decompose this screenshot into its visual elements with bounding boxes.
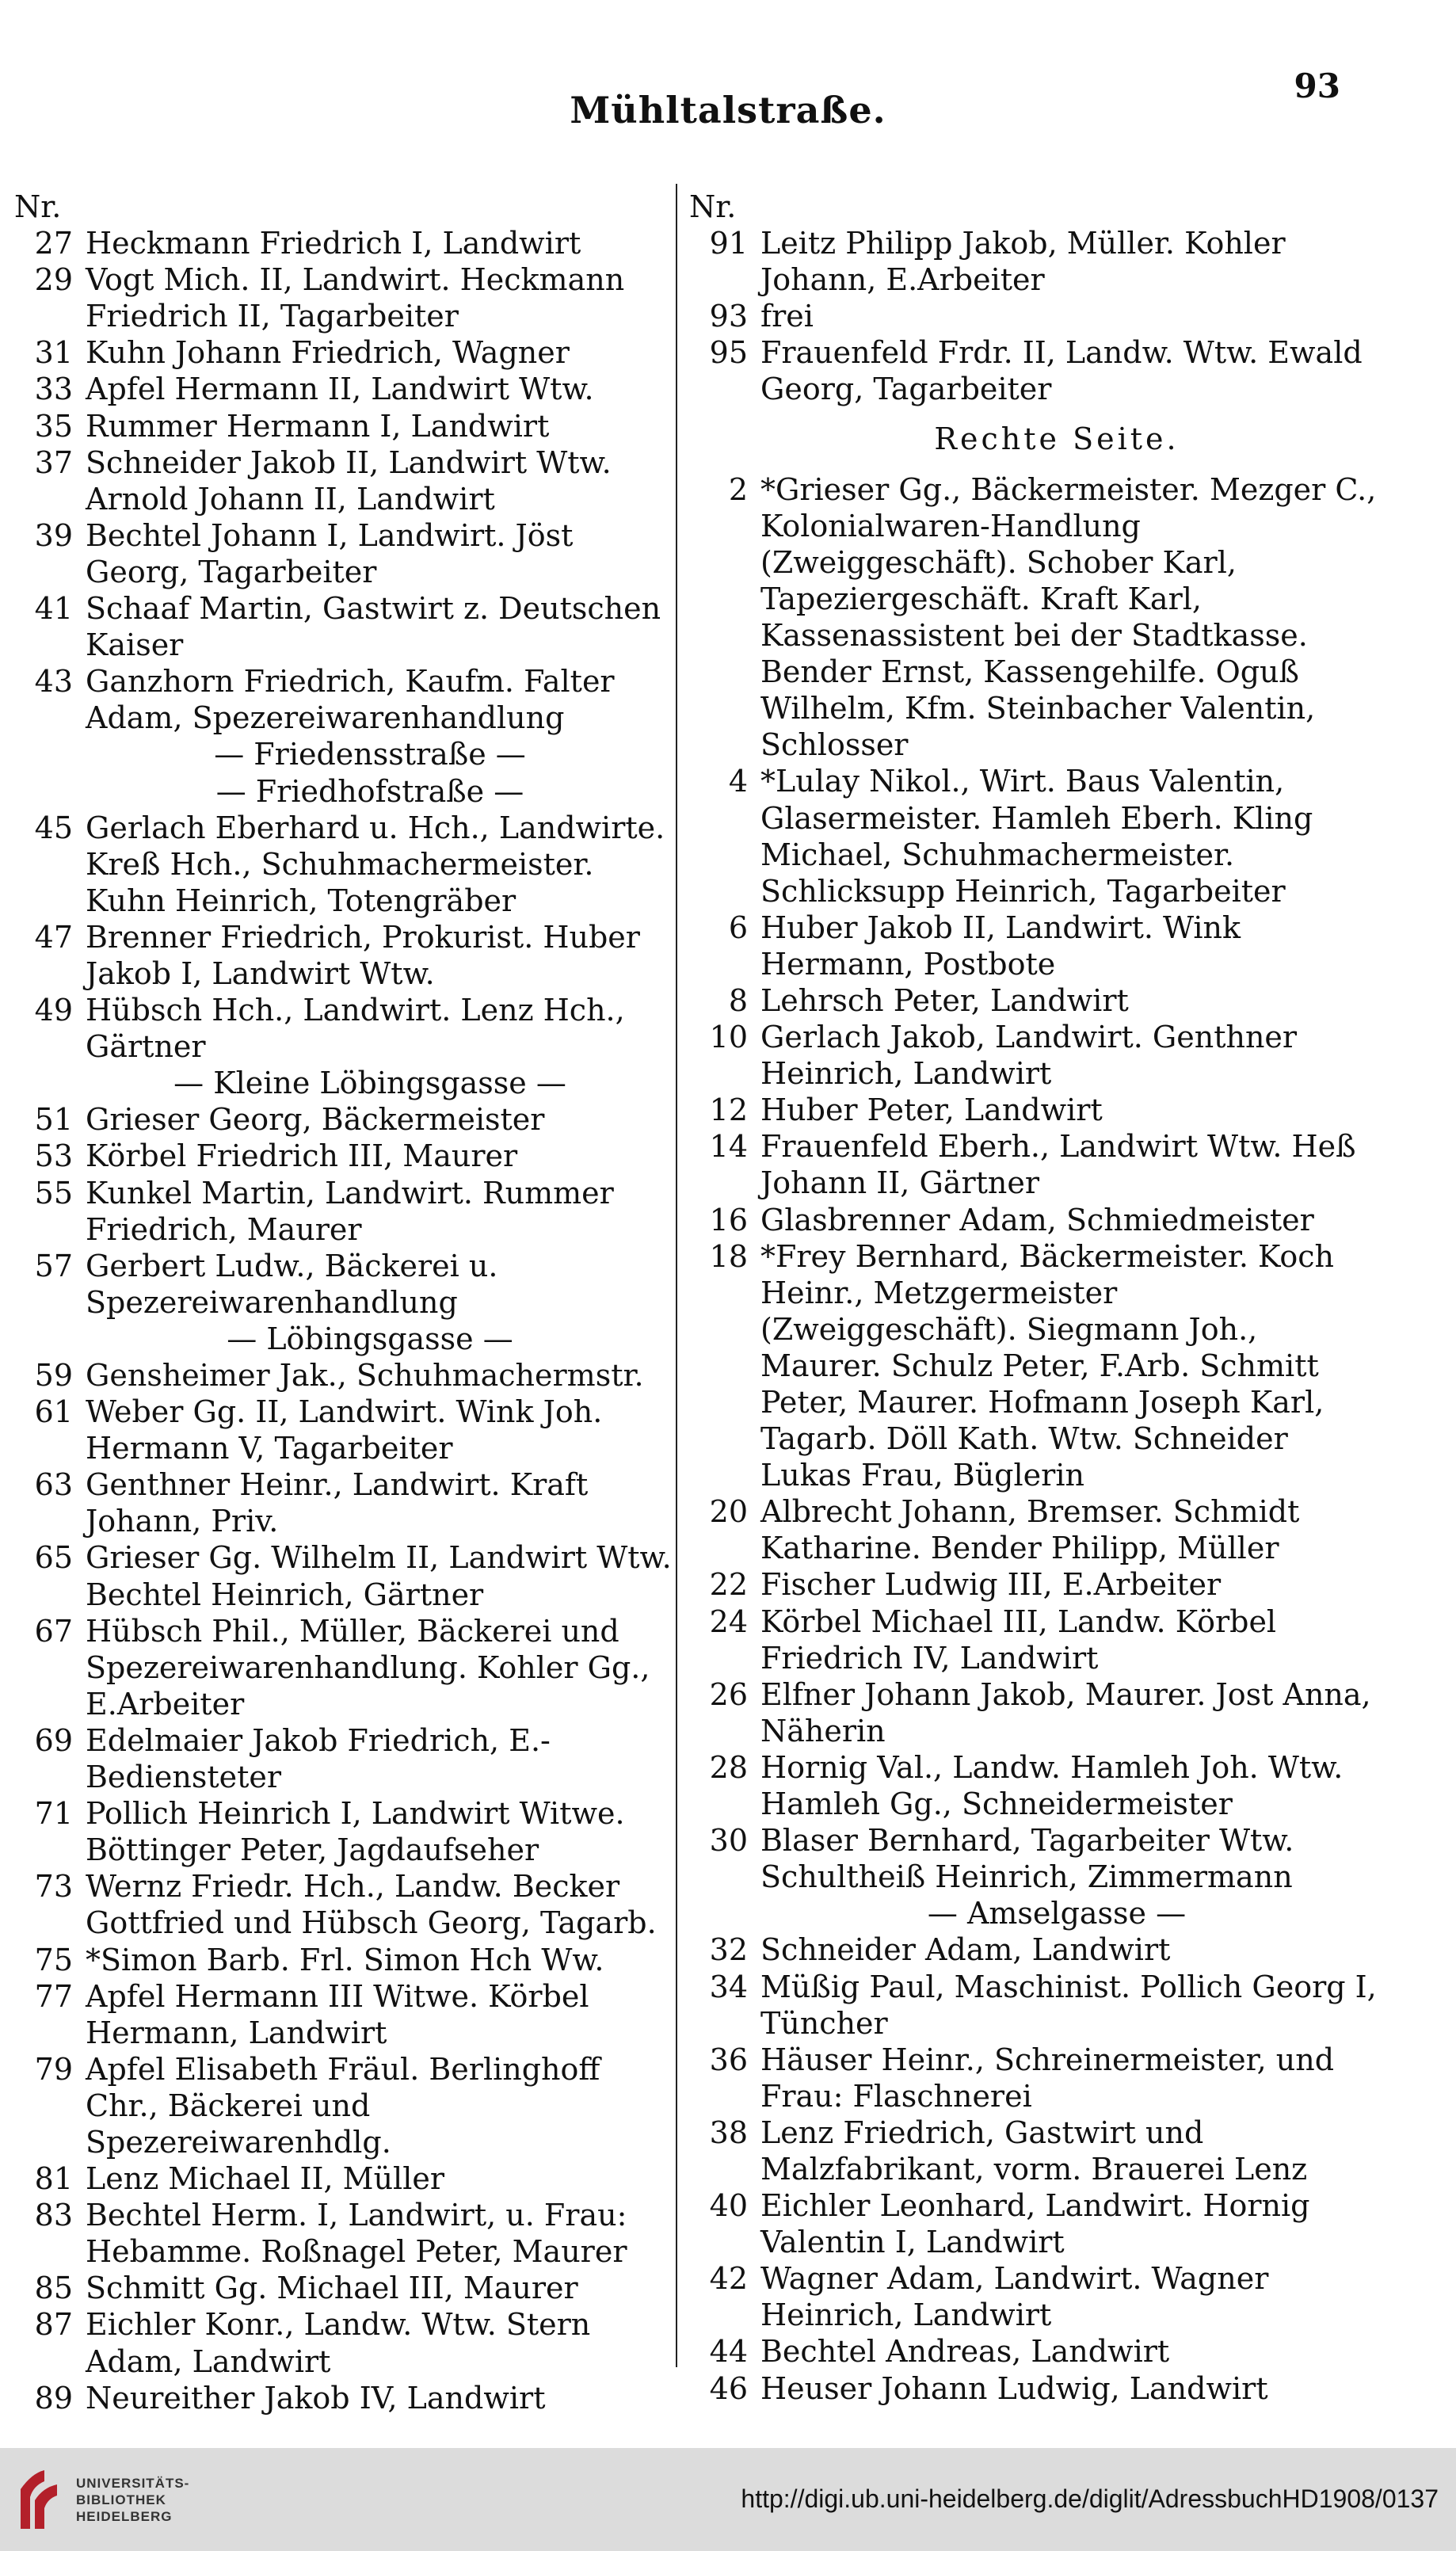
address-entry [11,408,681,444]
house-number: 32 [709,1932,748,1968]
address-entry [686,1238,1380,1494]
house-number: 87 [34,2307,73,2343]
house-number: 65 [34,1540,73,1576]
resident-list: Körbel Friedrich III, Maurer [86,1138,518,1174]
house-number: 41 [34,591,73,627]
resident-list: Apfel Hermann III Witwe. Körbel Hermann, Landwirt [86,1978,589,2050]
house-number: 59 [34,1358,73,1393]
street-section-heading: — Friedensstraße — [214,737,526,772]
address-entry [686,471,1380,764]
number-column-label: Nr. [689,189,737,224]
right-entry-list [686,471,1380,2407]
house-number: 28 [709,1749,748,1785]
right-column [686,189,1380,2407]
resident-list: Ganzhorn Friedrich, Kaufm. Falter Adam, Spezereiwarenhandlung [86,664,615,736]
address-entry [11,371,681,407]
address-entry [11,261,681,334]
resident-list: Eichler Konr., Landw. Wtw. Stern Adam, Landwirt [86,2307,591,2379]
resident-list: Kuhn Johann Friedrich, Wagner [86,335,570,371]
house-number: 81 [34,2161,73,2197]
house-number: 49 [34,993,73,1028]
house-number: 33 [34,372,73,407]
address-entry [11,2160,681,2197]
address-entry [686,1092,1380,1128]
address-entry [686,1931,1380,1968]
address-entry [11,1248,681,1321]
house-number: 75 [34,1942,73,1977]
resident-list: Frauenfeld Eberh., Landwirt Wtw. Heß Johann II, Gärtner [760,1129,1356,1201]
house-number: 30 [709,1823,748,1859]
house-number: 85 [34,2271,73,2306]
resident-list: Schmitt Gg. Michael III, Maurer [86,2271,578,2306]
resident-list: Neureither Jakob IV, Landwirt [86,2380,546,2416]
address-entry [686,2187,1380,2260]
resident-list: Huber Jakob II, Landwirt. Wink Hermann, Postbote [760,909,1241,982]
house-number: 40 [709,2188,748,2224]
number-column-label: Nr. [14,189,62,224]
resident-list: Schaaf Martin, Gastwirt z. Deutschen Kaiser [86,591,661,663]
address-entry [686,1822,1380,1895]
resident-list: Pollich Heinrich I, Landwirt Witwe. Böttinger Peter, Jagdaufseher [86,1796,625,1868]
address-entry [11,590,681,663]
column-divider [676,184,677,2367]
house-number: 22 [709,1567,748,1603]
running-head: Mühltalstraße. [570,89,886,132]
resident-list: Bechtel Andreas, Landwirt [760,2334,1170,2370]
resident-list: Bechtel Johann I, Landwirt. Jöst Georg, Tagarbeiter [86,517,574,589]
address-entry [686,1676,1380,1749]
resident-list: Gerlach Eberhard u. Hch., Landwirte. Kreß Hch., Schuhmachermeister. Kuhn Heinrich, Totengräber [86,810,665,918]
address-entry [686,298,1380,334]
house-number: 77 [34,1978,73,2014]
house-number: 45 [34,810,73,845]
resident-list: Hübsch Hch., Landwirt. Lenz Hch., Gärtner [86,993,625,1065]
logo-line: UNIVERSITÄTS- [76,2476,190,2491]
house-number: 51 [34,1102,73,1138]
house-number: 31 [34,335,73,371]
resident-list: Genthner Heinr., Landwirt. Kraft Johann, Priv. [86,1467,589,1539]
address-entry [11,225,681,261]
address-entry [11,444,681,517]
street-section-heading: — Amselgasse — [927,1896,1187,1931]
resident-list: Gerbert Ludw., Bäckerei u. Spezereiwarenhandlung [86,1248,498,1320]
address-entry [686,1969,1380,2042]
address-entry [11,2380,681,2416]
resident-list: Schneider Adam, Landwirt [760,1932,1171,1968]
resident-list: Eichler Leonhard, Landwirt. Hornig Valentin I, Landwirt [760,2188,1310,2260]
address-entry [686,2333,1380,2370]
street-section-heading: — Löbingsgasse — [227,1321,513,1356]
house-number: 89 [34,2380,73,2416]
house-number: 46 [709,2370,748,2406]
footer-bar [0,2448,1456,2551]
house-number: 91 [709,226,748,261]
address-entry [11,810,681,919]
house-number: 42 [709,2261,748,2297]
address-entry [686,1202,1380,1238]
address-entry [11,1175,681,1248]
resident-list: Elfner Johann Jakob, Maurer. Jost Anna, Näherin [760,1676,1371,1748]
address-entry [686,1493,1380,1566]
address-entry [11,2197,681,2270]
resident-list: Gerlach Jakob, Landwirt. Genthner Heinrich, Landwirt [760,1020,1298,1092]
library-logo-icon [16,2465,62,2534]
resident-list: Leitz Philipp Jakob, Müller. Kohler Johann, E.Arbeiter [760,226,1286,298]
house-number: 44 [709,2334,748,2370]
resident-list: Apfel Hermann II, Landwirt Wtw. [86,372,594,407]
resident-list: Müßig Paul, Maschinist. Pollich Georg I, Tüncher [760,1969,1377,2041]
house-number: 10 [709,1020,748,1055]
house-number: 4 [728,764,748,799]
resident-list: Apfel Elisabeth Fräul. Berlinghoff Chr., Bäckerei und Spezereiwarenhdlg. [86,2051,600,2160]
house-number: 43 [34,664,73,700]
address-entry [686,909,1380,982]
resident-list: frei [760,299,814,334]
house-number: 73 [34,1869,73,1905]
address-entry [686,1566,1380,1603]
page-number: 93 [1294,67,1340,105]
resident-list: Hornig Val., Landw. Hamleh Joh. Wtw. Hamleh Gg., Schneidermeister [760,1749,1344,1822]
resident-list: Fischer Ludwig III, E.Arbeiter [760,1567,1222,1603]
address-entry [11,2051,681,2160]
resident-list: Rummer Hermann I, Landwirt [86,408,550,444]
house-number: 71 [34,1796,73,1832]
address-entry [686,225,1380,298]
address-entry [686,1128,1380,1201]
resident-list: Vogt Mich. II, Landwirt. Heckmann Friedrich II, Tagarbeiter [86,262,625,334]
resident-list: Grieser Georg, Bäckermeister [86,1102,545,1138]
house-number: 55 [34,1175,73,1211]
address-entry [11,1138,681,1174]
address-entry [11,1539,681,1612]
resident-list: Grieser Gg. Wilhelm II, Landwirt Wtw. Bechtel Heinrich, Gärtner [86,1540,672,1612]
house-number: 20 [709,1494,748,1530]
resident-list: *Simon Barb. Frl. Simon Hch Ww. [86,1942,604,1977]
house-number: 34 [709,1969,748,2004]
resident-list: Albrecht Johann, Bremser. Schmidt Katharine. Bender Philipp, Müller [760,1494,1300,1566]
house-number: 63 [34,1467,73,1503]
street-section-heading: — Friedhofstraße — [215,773,524,809]
address-entry [686,763,1380,909]
house-number: 93 [709,299,748,334]
house-number: 8 [728,982,748,1018]
library-logo-text [76,2475,189,2525]
resident-list: Schneider Jakob II, Landwirt Wtw. Arnold Johann II, Landwirt [86,444,612,517]
house-number: 69 [34,1722,73,1758]
house-number: 67 [34,1613,73,1649]
address-entry [11,663,681,736]
resident-list: Hübsch Phil., Müller, Bäckerei und Spezereiwarenhandlung. Kohler Gg., E.Arbeiter [86,1613,650,1722]
address-entry [11,1613,681,1722]
resident-list: Wernz Friedr. Hch., Landw. Becker Gottfried und Hübsch Georg, Tagarb. [86,1869,657,1941]
house-number: 27 [34,226,73,261]
address-entry [686,334,1380,407]
resident-list: Brenner Friedrich, Prokurist. Huber Jakob I, Landwirt Wtw. [86,919,640,991]
house-number: 37 [34,444,73,480]
address-entry [11,1978,681,2051]
address-entry [686,1603,1380,1676]
resident-list: Lenz Friedrich, Gastwirt und Malzfabrikant, vorm. Brauerei Lenz [760,2114,1308,2187]
address-entry [686,2370,1380,2407]
resident-list: Lenz Michael II, Müller [86,2161,445,2197]
house-number: 16 [709,1202,748,1237]
address-entry [11,2270,681,2306]
house-number: 24 [709,1603,748,1639]
resident-list: Frauenfeld Frdr. II, Landw. Wtw. Ewald Georg, Tagarbeiter [760,335,1363,407]
house-number: 6 [728,909,748,945]
house-number: 26 [709,1676,748,1712]
resident-list: *Frey Bernhard, Bäckermeister. Koch Heinr., Metzgermeister (Zweiggeschäft). Siegmann Joh., Maurer. Schulz Peter, F.Arb. Schmitt Peter, Maurer. Hofmann Joseph Karl, Tagarb. Döll Kath. Wtw. Schneider Lukas Frau, Büglerin [760,1238,1335,1493]
address-entry [11,992,681,1065]
section-title: Rechte Seite. [934,421,1180,456]
resident-list: Häuser Heinr., Schreinermeister, und Frau: Flaschnerei [760,2042,1335,2114]
address-entry [686,982,1380,1019]
house-number: 2 [728,471,748,507]
address-entry [11,1357,681,1394]
house-number: 47 [34,919,73,955]
resident-list: Huber Peter, Landwirt [760,1092,1103,1128]
house-number: 53 [34,1138,73,1174]
house-number: 14 [709,1129,748,1165]
address-entry [11,1722,681,1795]
address-entry [686,2042,1380,2114]
address-entry [11,2306,681,2379]
address-entry [11,1795,681,1868]
address-entry [11,1394,681,1466]
resident-list: Körbel Michael III, Landw. Körbel Friedrich IV, Landwirt [760,1603,1277,1676]
address-entry [11,1868,681,1941]
source-url-link[interactable]: http://digi.ub.uni-heidelberg.de/diglit/AdressbuchHD1908/0137 [741,2484,1439,2513]
address-entry [11,517,681,590]
house-number: 39 [34,517,73,553]
left-entry-list [11,225,681,2416]
resident-list: Bechtel Herm. I, Landwirt, u. Frau: Hebamme. Roßnagel Peter, Maurer [86,2198,627,2270]
house-number: 12 [709,1092,748,1128]
resident-list: *Lulay Nikol., Wirt. Baus Valentin, Glasermeister. Hamleh Eberh. Kling Michael, Schuhmachermeister. Schlicksupp Heinrich, Tagarbeiter [760,764,1313,909]
resident-list: Glasbrenner Adam, Schmiedmeister [760,1202,1314,1237]
house-number: 29 [34,262,73,298]
address-entry [11,334,681,371]
address-entry [11,1101,681,1138]
resident-list: Wagner Adam, Landwirt. Wagner Heinrich, Landwirt [760,2261,1269,2333]
street-section-heading: — Kleine Löbingsgasse — [173,1066,566,1101]
house-number: 83 [34,2198,73,2233]
right-entry-list-top [686,225,1380,407]
resident-list: Edelmaier Jakob Friedrich, E.-Bediensteter [86,1722,551,1795]
house-number: 18 [709,1238,748,1274]
resident-list: Blaser Bernhard, Tagarbeiter Wtw. Schultheiß Heinrich, Zimmermann [760,1823,1294,1895]
house-number: 61 [34,1394,73,1430]
house-number: 36 [709,2042,748,2077]
address-entry [686,1749,1380,1822]
address-entry [11,1466,681,1539]
resident-list: Lehrsch Peter, Landwirt [760,982,1129,1018]
address-entry [686,1019,1380,1092]
house-number: 95 [709,335,748,371]
logo-line: HEIDELBERG [76,2509,173,2524]
resident-list: *Grieser Gg., Bäckermeister. Mezger C., Kolonialwaren-Handlung (Zweiggeschäft). Schober Karl, Tapeziergeschäft. Kraft Karl, Kassenassistent bei der Stadtkasse. Bender Ernst, Kassengehilfe. Oguß Wilhelm, Kfm. Steinbacher Valentin, Schlosser [760,471,1377,763]
house-number: 79 [34,2051,73,2087]
house-number: 35 [34,408,73,444]
logo-line: BIBLIOTHEK [76,2492,166,2507]
address-entry [686,2260,1380,2333]
left-column [11,189,681,2416]
resident-list: Kunkel Martin, Landwirt. Rummer Friedrich, Maurer [86,1175,614,1247]
address-entry [11,1942,681,1978]
resident-list: Heckmann Friedrich I, Landwirt [86,226,581,261]
address-entry [686,2114,1380,2187]
address-entry [11,919,681,992]
house-number: 38 [709,2114,748,2150]
house-number: 57 [34,1248,73,1283]
resident-list: Weber Gg. II, Landwirt. Wink Joh. Hermann V, Tagarbeiter [86,1394,603,1466]
resident-list: Gensheimer Jak., Schuhmachermstr. [86,1358,644,1393]
resident-list: Heuser Johann Ludwig, Landwirt [760,2370,1268,2406]
